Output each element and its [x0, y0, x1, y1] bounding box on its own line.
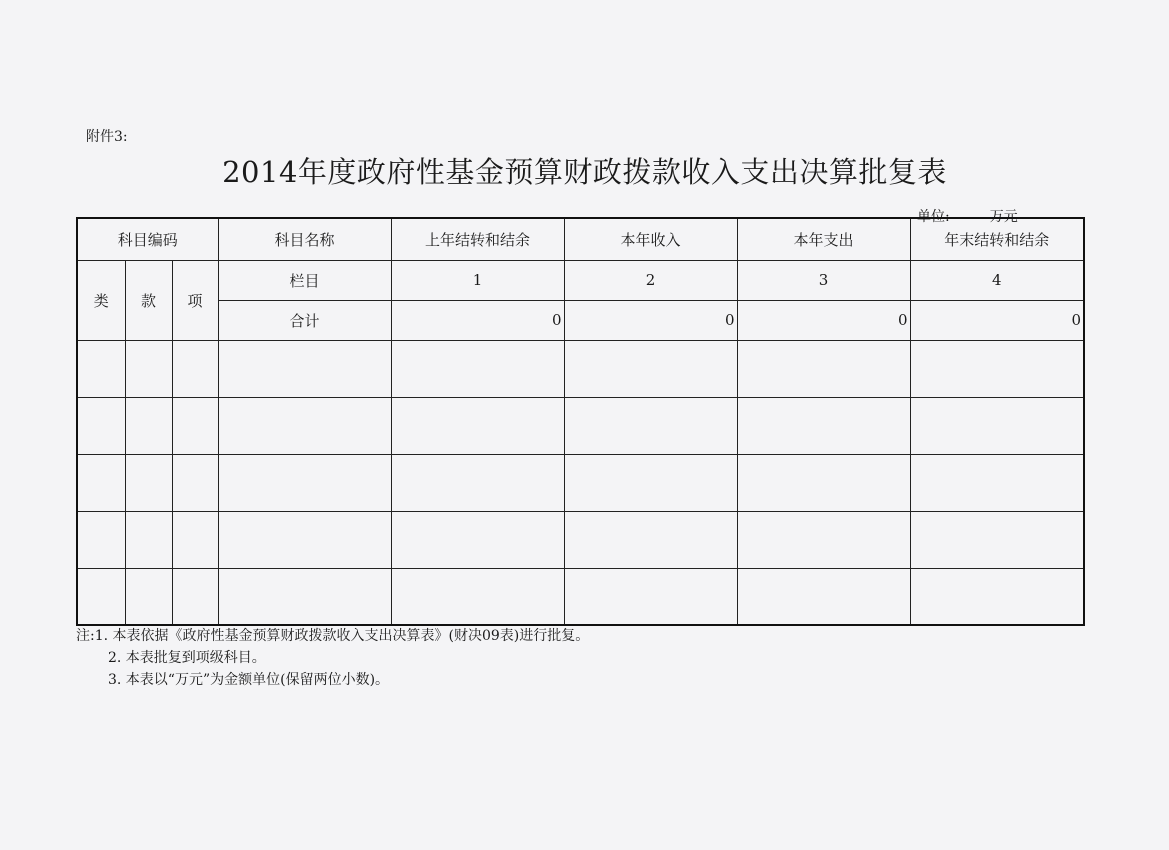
- header-row: [77, 218, 1084, 260]
- column-number-row: [77, 260, 1084, 300]
- title-text: 2014年度政府性基金预算财政拨款收入支出决算批复表: [222, 155, 947, 189]
- name-header: 科目名称: [218, 218, 391, 260]
- note-line: 2. 本表批复到项级科目。: [108, 650, 266, 666]
- column-header: 本年收入: [564, 218, 737, 260]
- approval-table: [76, 217, 1085, 626]
- notes: [76, 625, 589, 691]
- column-header: 上年结转和结余: [391, 218, 564, 260]
- table-row: [77, 511, 1084, 568]
- note-line: 3. 本表以“万元”为金额单位(保留两位小数)。: [108, 672, 390, 688]
- unit-label-text: 单位:: [917, 209, 950, 225]
- table-row: [77, 397, 1084, 454]
- code-sub-kuan: 款: [125, 260, 172, 340]
- total-value: 0: [564, 300, 737, 340]
- column-number: 4: [910, 260, 1084, 300]
- table-row: [77, 340, 1084, 397]
- total-label: 合计: [218, 300, 391, 340]
- note-line: 注:1. 本表依据《政府性基金预算财政拨款收入支出决算表》(财决09表)进行批复。: [76, 628, 590, 644]
- total-row: [77, 300, 1084, 340]
- page-title: [0, 150, 1169, 191]
- unit-value: 万元: [989, 209, 1018, 225]
- attachment-label: 附件3:: [86, 129, 128, 145]
- table-row: [77, 454, 1084, 511]
- total-value: 0: [737, 300, 910, 340]
- total-value: 0: [910, 300, 1084, 340]
- column-number: 2: [564, 260, 737, 300]
- column-row-label: 栏目: [218, 260, 391, 300]
- column-header: 本年支出: [737, 218, 910, 260]
- code-header: 科目编码: [77, 218, 218, 260]
- code-sub-xiang: 项: [172, 260, 218, 340]
- column-header: 年末结转和结余: [910, 218, 1084, 260]
- table-row: [77, 568, 1084, 625]
- total-value: 0: [391, 300, 564, 340]
- code-sub-lei: 类: [77, 260, 125, 340]
- column-number: 1: [391, 260, 564, 300]
- column-number: 3: [737, 260, 910, 300]
